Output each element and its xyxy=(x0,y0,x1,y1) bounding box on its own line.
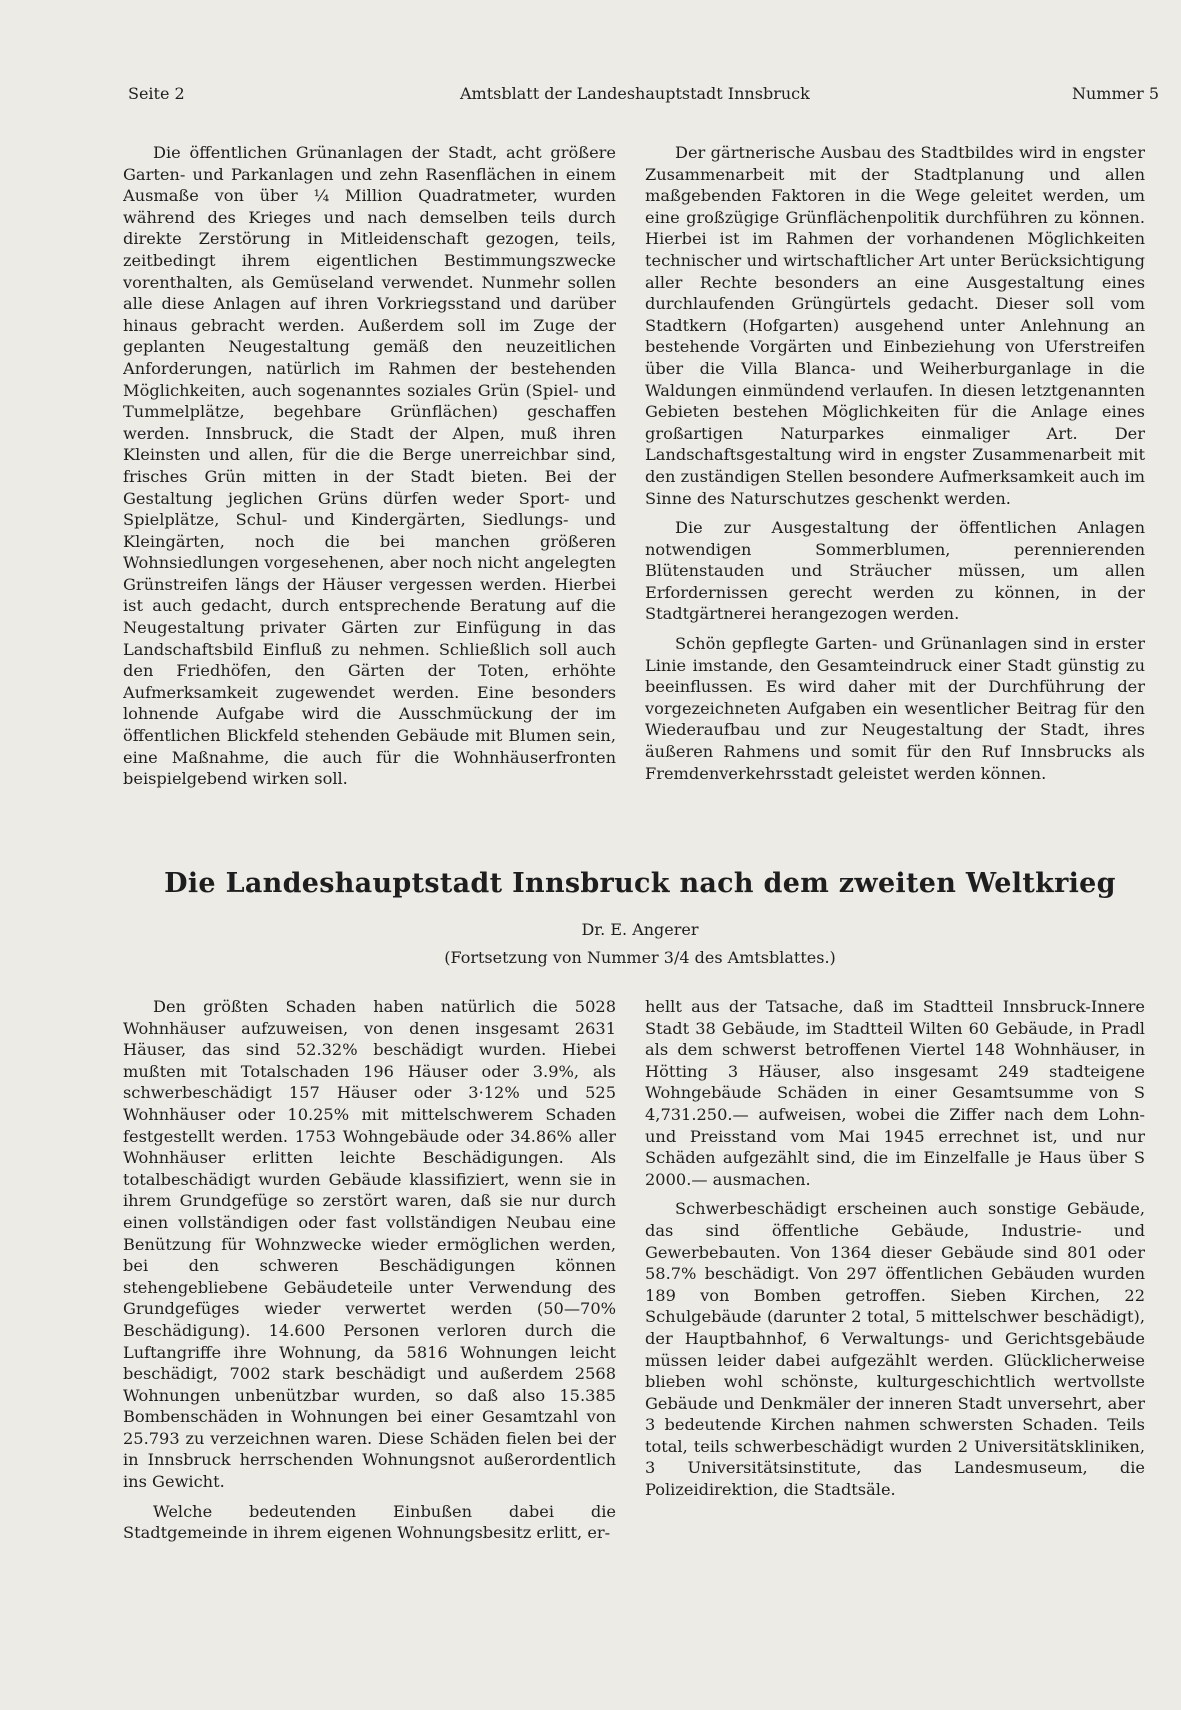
paragraph: Den größten Schaden haben natürlich die 5028 Wohnhäuser aufzuweisen, von denen insgesamt 2631 Häuser, das sind 52.32% beschädigt wurden. Hiebei mußten mit Totalschaden 196 Häuser oder 3.9%, als schwerbeschädigt 157 Häuser oder 3·12% und 525 Wohnhäuser oder 10.25% mit mittelschwerem Schaden festgestellt werden. 1753 Wohngebäude oder 34.86% aller Wohnhäuser erlitten leichte Beschädigungen. Als totalbeschädigt wurden Gebäude klassifiziert, wenn sie in ihrem Grundgefüge so zerstört waren, daß sie nur durch einen vollständigen oder fast vollständigen Neubau eine Benützung für Wohnzwecke wieder ermöglichen werden, bei den schweren Beschädigungen können stehengebliebene Gebäudeteile unter Verwendung des Grundgefüges wieder verwertet werden (50—70% Beschädigung). 14.600 Personen verloren durch die Luftangriffe ihre Wohnung, da 5816 Wohnungen leicht beschädigt, 7002 stark beschädigt und außerdem 2568 Wohnungen unbenützbar wurden, so daß also 15.385 Bombenschäden in Wohnungen bei einer Gesamtzahl von 25.793 zu verzeichnen waren. Diese Schäden fielen bei der in Innsbruck herrschenden Wohnungsnot außerordentlich ins Gewicht. xyxy=(123,997,616,1492)
running-head xyxy=(100,84,1175,106)
paragraph: Der gärtnerische Ausbau des Stadtbildes wird in engster Zusammenarbeit mit der Stadtplanung und allen maßgebenden Faktoren in die Wege geleitet werden, um eine großzügige Grünflächenpolitik durchführen zu können. Hierbei ist im Rahmen der vorhandenen Möglichkeiten technischer und wirtschaftlicher Art unter Berücksichtigung aller Rechte besonders an eine Ausgestaltung eines durchlaufenden Grüngürtels gedacht. Dieser soll vom Stadtkern (Hofgarten) ausgehend unter Anlehnung an bestehende Vorgärten und Einbeziehung von Uferstreifen über die Villa Blanca- und Weiherburganlage in die Waldungen einmündend verlaufen. In diesen letztgenannten Gebieten bestehen Möglichkeiten für die Anlage eines großartigen Naturparkes einmaliger Art. Der Landschaftsgestaltung wird in engster Zusammenarbeit mit den zuständigen Stellen besondere Aufmerksamkeit auch im Sinne des Naturschutzes geschenkt werden. xyxy=(645,143,1145,508)
issue-number: Nummer 5 xyxy=(1071,84,1159,103)
page-number: Seite 2 xyxy=(128,84,185,103)
article-headline: Die Landeshauptstadt Innsbruck nach dem zweiten Weltkrieg xyxy=(164,868,1116,899)
paragraph: Die öffentlichen Grünanlagen der Stadt, acht größere Garten- und Parkanlagen und zehn Rasenflächen in einem Ausmaße von über ¼ Million Quadratmeter, wurden während des Krieges und nach demselben teils durch direkte Zerstörung in Mitleidenschaft gezogen, teils, zeitbedingt ihrem eigentlichen Bestimmungszwecke vorenthalten, als Gemüseland verwendet. Nunmehr sollen alle diese Anlagen auf ihren Vorkriegsstand und darüber hinaus gebracht werden. Außerdem soll im Zuge der geplanten Neugestaltung gemäß den neuzeitlichen Anforderungen, natürlich im Rahmen der bestehenden Möglichkeiten, auch sogenanntes soziales Grün (Spiel- und Tummelplätze, begehbare Grünflächen) geschaffen werden. Innsbruck, die Stadt der Alpen, muß ihren Kleinsten und allen, für die die Berge unerreichbar sind, frisches Grün mitten in der Stadt bieten. Bei der Gestaltung jeglichen Grüns dürfen weder Sport- und Spielplätze, Schul- und Kindergärten, Siedlungs- und Kleingärten, noch die bei manchen größeren Wohnsiedlungen vorgesehenen, aber noch nicht angelegten Grünstreifen längs der Häuser vergessen werden. Hierbei ist auch gedacht, durch entsprechende Beratung auf die Neugestaltung privater Gärten zur Einfügung in das Landschaftsbild Einfluß zu nehmen. Schließlich soll auch den Friedhöfen, den Gärten der Toten, erhöhte Aufmerksamkeit zugewendet werden. Eine besonders lohnende Aufgabe wird die Ausschmückung der im öffentlichen Blickfeld stehenden Gebäude mit Blumen sein, eine Maßnahme, die auch für die Wohnhäuserfronten beispielgebend wirken soll. xyxy=(123,143,616,789)
article-column-right xyxy=(645,996,1145,1686)
paragraph: Die zur Ausgestaltung der öffentlichen Anlagen notwendigen Sommerblumen, perennierenden Blütenstauden und Sträucher müssen, um allen Erfordernissen gerecht werden zu können, in der Stadtgärtnerei herangezogen werden. xyxy=(645,518,1145,624)
paragraph: Schön gepflegte Garten- und Grünanlagen sind in erster Linie imstande, den Gesamteindruck einer Stadt günstig zu beeinflussen. Es wird daher mit der Durchführung der vorgezeichneten Aufgaben ein wesentlicher Beitrag für den Wiederaufbau und zur Neugestaltung der Stadt, ihres äußeren Rahmens und somit für den Ruf Innsbrucks als Fremdenverkehrsstadt geleistet werden können. xyxy=(645,634,1145,783)
green-spaces-column-right xyxy=(645,142,1145,842)
paragraph: Schwerbeschädigt erscheinen auch sonstige Gebäude, das sind öffentliche Gebäude, Industrie- und Gewerbebauten. Von 1364 dieser Gebäude sind 801 oder 58.7% beschädigt. Von 297 öffentlichen Gebäuden wurden 189 von Bomben getroffen. Sieben Kirchen, 22 Schulgebäude (darunter 2 total, 5 mittelschwer beschädigt), der Hauptbahnhof, 6 Verwaltungs- und Gerichtsgebäude müssen leider dabei aufgezählt werden. Glücklicherweise blieben wohl schönste, kulturgeschichtlich wertvollste Gebäude und Denkmäler der inneren Stadt unversehrt, aber 3 bedeutende Kirchen nahmen schwersten Schaden. Teils total, teils schwerbeschädigt wurden 2 Universitätskliniken, 3 Universitätsinstitute, das Landesmuseum, die Polizeidirektion, die Stadtsäle. xyxy=(645,1199,1145,1500)
paragraph: Welche bedeutenden Einbußen dabei die Stadtgemeinde in ihrem eigenen Wohnungsbesitz erlitt, er- xyxy=(123,1501,616,1543)
article-column-left xyxy=(123,996,616,1686)
continuation-note: (Fortsetzung von Nummer 3/4 des Amtsblattes.) xyxy=(444,948,836,967)
article-author: Dr. E. Angerer xyxy=(581,920,699,939)
green-spaces-column-left xyxy=(123,142,616,842)
publication-title: Amtsblatt der Landeshauptstadt Innsbruck xyxy=(460,84,810,103)
paragraph: hellt aus der Tatsache, daß im Stadtteil Innsbruck-Innere Stadt 38 Gebäude, im Stadtteil Wilten 60 Gebäude, in Pradl als dem schwerst betroffenen Viertel 148 Wohnhäuser, in Hötting 3 Häuser, also insgesamt 249 stadteigene Wohngebäude Schäden in einer Gesamtsumme von S 4,731.250.— aufweisen, wobei die Ziffer nach dem Lohn- und Preisstand vom Mai 1945 errechnet ist, und nur Schäden aufgezählt sind, die im Einzelfalle je Haus über S 2000.— ausmachen. xyxy=(645,997,1145,1189)
